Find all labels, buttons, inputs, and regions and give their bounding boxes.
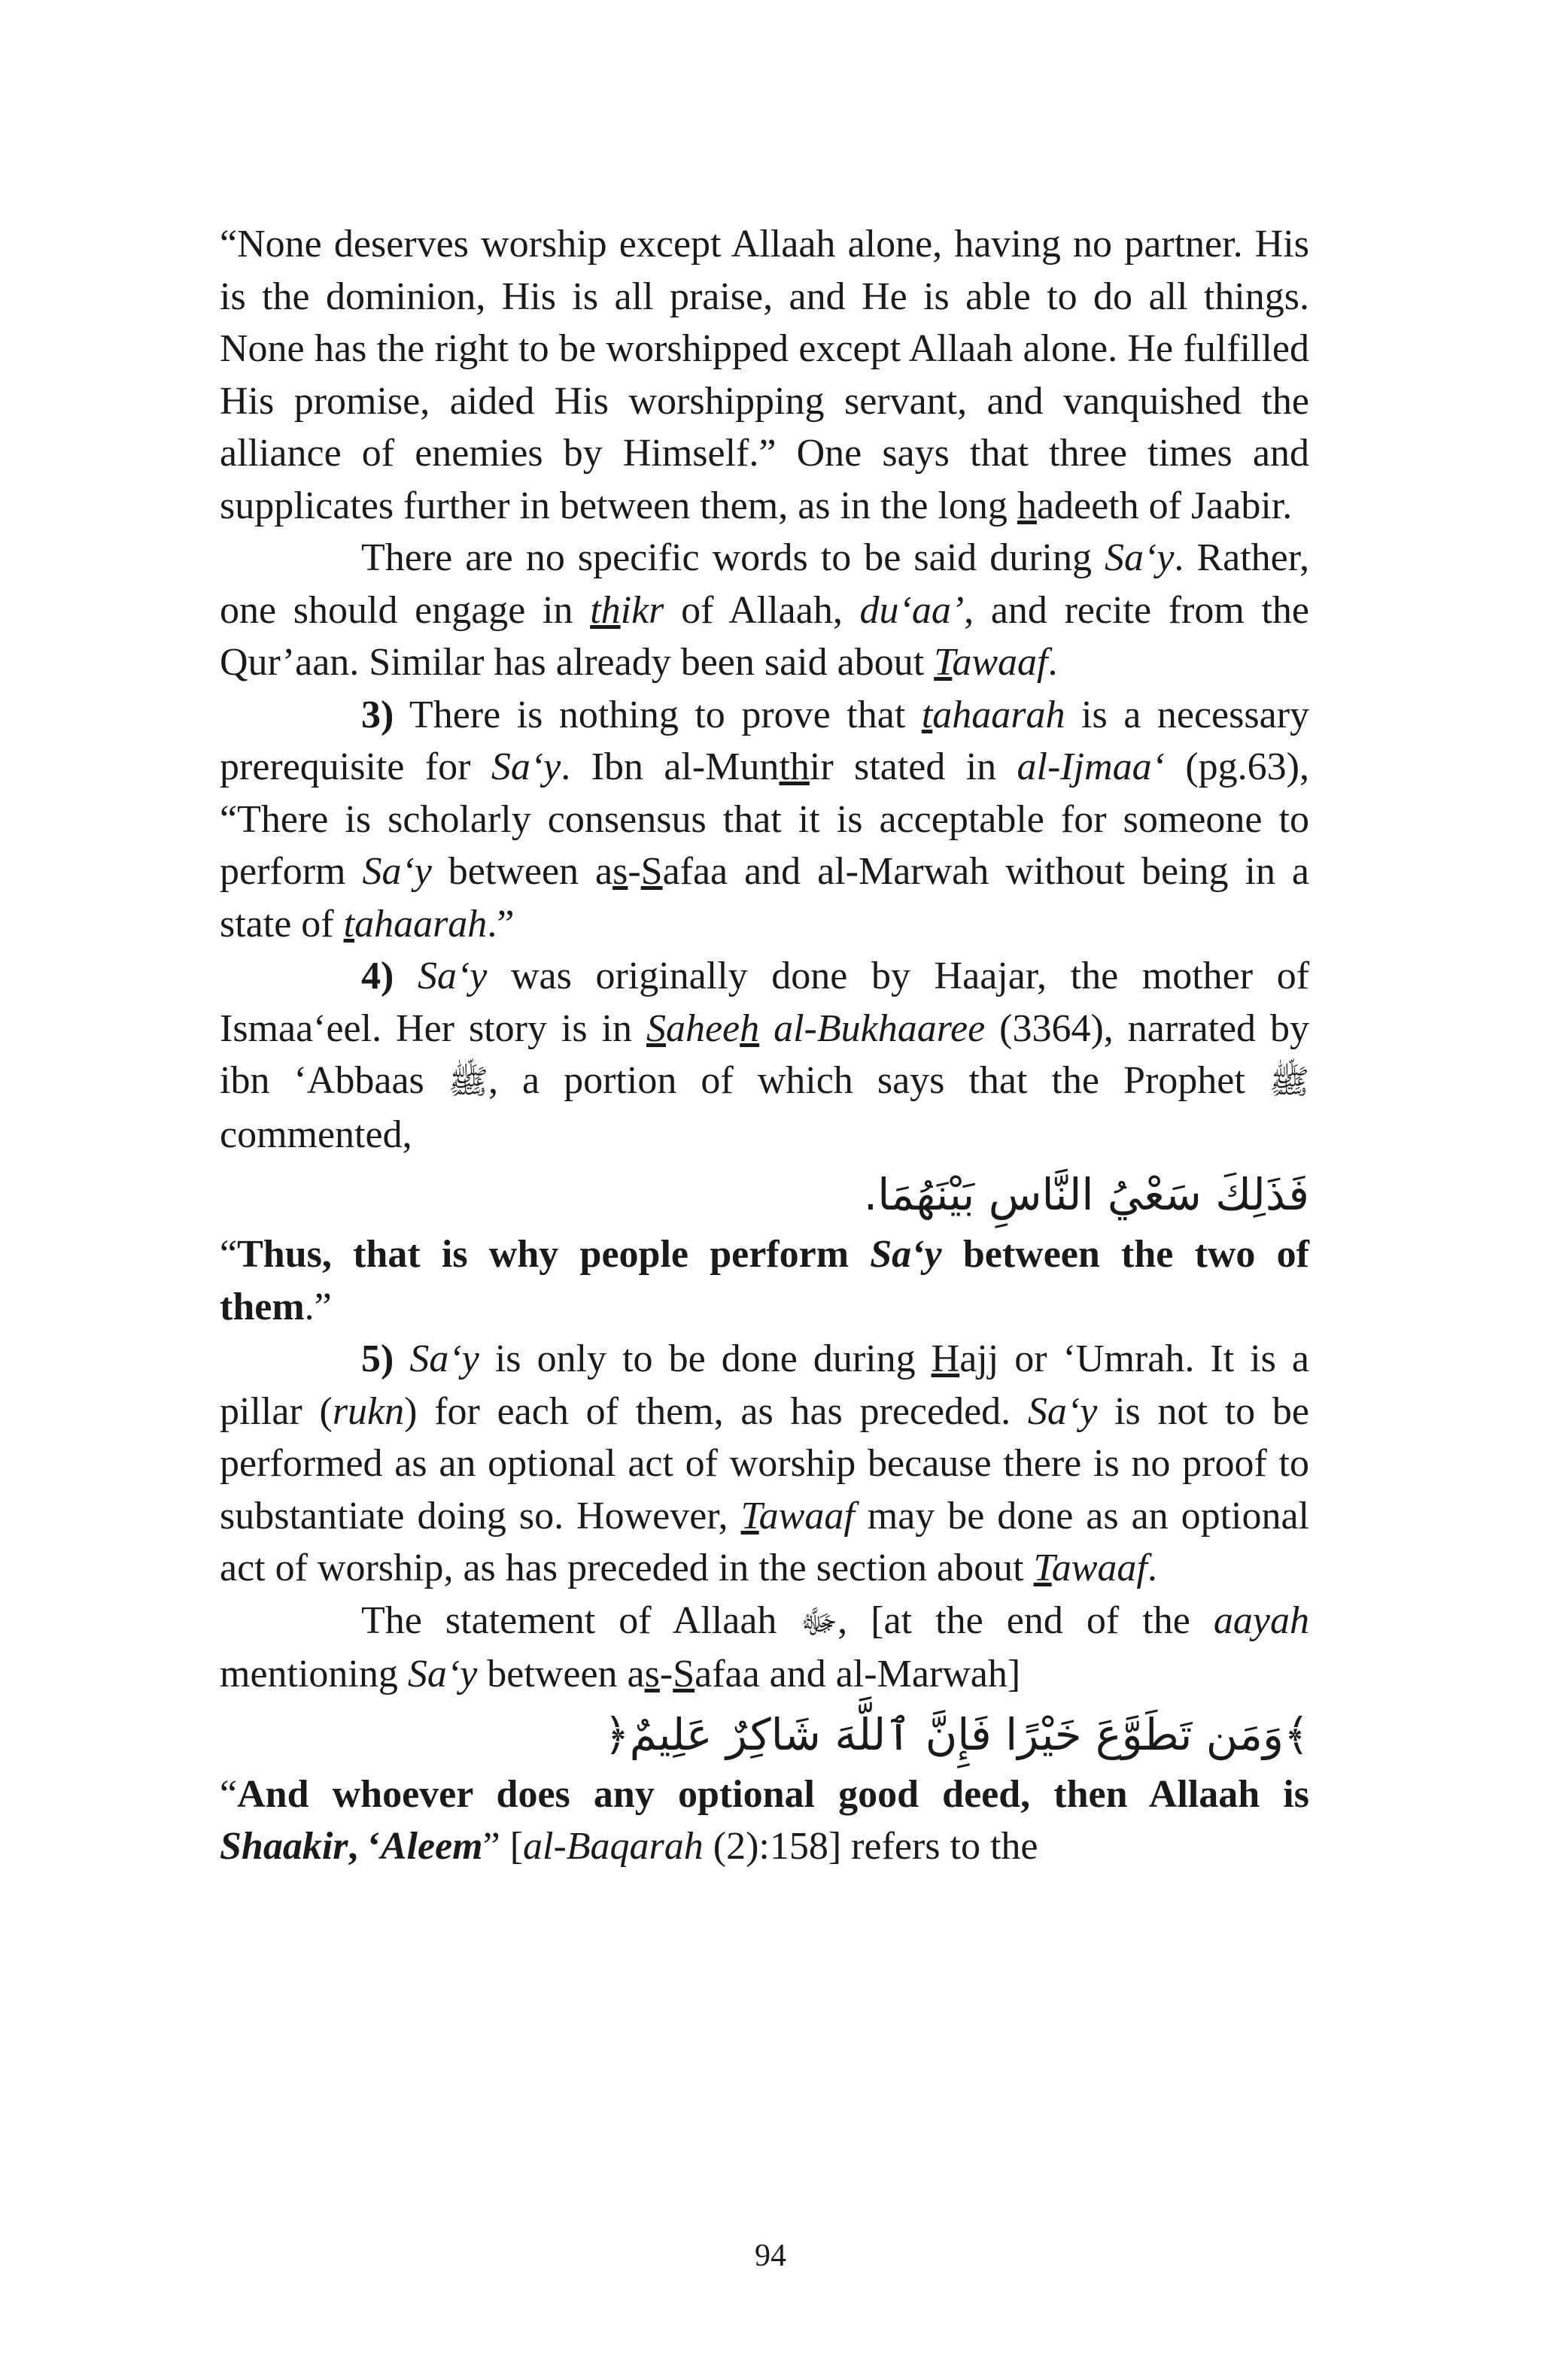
term: awaaf — [952, 641, 1048, 684]
term: Sa‘y — [409, 1337, 479, 1380]
text: s — [644, 1653, 660, 1695]
paragraph-hadith-translation — [220, 1228, 1309, 1333]
text: th — [779, 745, 810, 788]
text: ” [ — [482, 1825, 524, 1868]
text: . — [1147, 1547, 1157, 1589]
text: S — [640, 850, 663, 893]
point-number: 5) — [361, 1337, 394, 1380]
text: , [at the end of the — [837, 1598, 1214, 1642]
term: T — [740, 1494, 759, 1538]
text: . Ibn al-Mun — [561, 745, 780, 788]
term: Sa‘y — [1105, 536, 1175, 579]
text: mentioning — [220, 1653, 408, 1695]
book-title: ahee — [665, 1006, 740, 1050]
page-number: 94 — [755, 2239, 786, 2273]
term: t — [921, 693, 933, 736]
text: (2):158] refers to the — [703, 1825, 1038, 1868]
text: There is nothing to prove that — [394, 693, 922, 736]
term: awaaf — [1051, 1547, 1147, 1589]
ornate-bracket: ﴿ — [603, 1708, 630, 1760]
text: H — [931, 1337, 960, 1380]
verse-text: وَمَن تَطَوَّعَ خَيْرًا فَإِنَّ ٱللَّهَ شَاكِرٌ عَلِيمٌ — [629, 1708, 1284, 1760]
text — [394, 955, 418, 997]
text: ir stated in — [809, 745, 1017, 788]
text: (pg.63), “There is scholarly consensus that it is acceptable for someone to perform — [220, 745, 1309, 893]
term: aayah — [1213, 1598, 1310, 1642]
text: . Rather, one should engage in — [220, 536, 1309, 632]
term: Sa‘y — [1027, 1389, 1098, 1433]
text: “ — [220, 1772, 238, 1816]
paragraph-point-5 — [220, 1333, 1309, 1595]
text: And whoever does any optional good deed, then Allaah is — [237, 1772, 1309, 1816]
text: . — [1047, 641, 1058, 684]
text: - — [628, 850, 641, 893]
text: - — [659, 1653, 673, 1695]
term: Aleem — [380, 1825, 483, 1868]
page-body — [220, 218, 1309, 1873]
term: awaaf — [758, 1494, 855, 1538]
term: t — [343, 902, 355, 946]
text: There are no specific words to be said during — [361, 536, 1105, 579]
honorific-glyph: ﷺ — [1269, 1064, 1309, 1100]
term: Sa‘y — [407, 1653, 478, 1695]
paragraph-no-specific-words — [220, 532, 1309, 689]
text: is a necessary prerequisite for — [220, 693, 1310, 788]
term: Sa‘y — [491, 745, 561, 788]
text: adeeth of Jaabir. — [1036, 484, 1293, 527]
term: T — [934, 641, 953, 684]
term: du‘aa’ — [859, 588, 965, 632]
paragraph-dua-translation — [220, 218, 1309, 532]
text: was originally done by Haajar, the mother of Ismaa‘eel. Her story is in — [220, 955, 1310, 1050]
arabic-hadith-quote: فَذَلِكَ سَعْيُ النَّاسِ بَيْنَهُمَا. — [863, 1169, 1309, 1220]
text: “None deserves worship except Allaah alone, having no partner. His is the dominion, His is all praise, and He is able to do all things. None has the right to be worshipped except Allaah alone. He fulfilled His promise, aided His worshipping servant, and vanquished the alliance of enemies by Himself.” One says that three times and supplicates further in between them, as in the long — [220, 223, 1309, 527]
text — [394, 1337, 409, 1380]
text: may be done as an optional act of worship, as has preceded in the section about — [220, 1494, 1310, 1589]
book-title: al-Ijmaa‘ — [1017, 745, 1165, 788]
arabic-quran-verse — [220, 1701, 1309, 1768]
term: Sa‘y — [870, 1233, 942, 1276]
text: S — [673, 1653, 695, 1695]
book-title: al-Bukhaaree — [759, 1006, 986, 1050]
text: ) for each of them, as has preceded. — [404, 1389, 1028, 1433]
term: Sa‘y — [417, 955, 488, 997]
term: Shaakir — [220, 1825, 348, 1868]
term: T — [1033, 1547, 1052, 1589]
text: , ‘ — [348, 1825, 381, 1868]
text: commented, — [220, 1113, 412, 1156]
text: between the two of them — [220, 1233, 1309, 1328]
text: h — [1017, 484, 1037, 527]
term: rukn — [332, 1389, 405, 1433]
term: Sa‘y — [362, 850, 432, 893]
text: “ — [220, 1233, 238, 1276]
term: ahaarah — [932, 693, 1065, 736]
term: ikr — [620, 588, 664, 632]
text: between a — [431, 850, 613, 893]
paragraph-statement-of-allaah — [220, 1595, 1309, 1701]
text: .” — [304, 1285, 332, 1328]
text: between a — [477, 1653, 645, 1695]
text: afaa and al-Marwah] — [695, 1653, 1021, 1695]
text: ajj or ‘Umrah. It is a pillar ( — [220, 1337, 1310, 1433]
paragraph-verse-translation — [220, 1768, 1309, 1873]
book-title: h — [740, 1006, 760, 1050]
ornate-bracket: ﴾ — [1284, 1708, 1309, 1760]
text: (3364), narrated by ibn ‘Abbaas — [220, 1006, 1310, 1102]
text: is not to be performed as an optional act of worship because there is no proof to substantiate doing so. However, — [220, 1389, 1309, 1538]
text: of Allaah, — [664, 588, 860, 632]
text: .” — [487, 902, 515, 946]
text: , and recite from the Qur’aan. Similar has already been said about — [220, 588, 1310, 684]
text: is only to be done during — [479, 1337, 932, 1380]
book-title: S — [646, 1006, 666, 1050]
book-title: al-Baqarah — [523, 1825, 704, 1868]
term: ahaarah — [354, 902, 488, 946]
text: Thus, that is why people perform — [237, 1233, 871, 1276]
text: afaa and al-Marwah without being in a state of — [220, 850, 1309, 946]
point-number: 3) — [361, 693, 394, 736]
term: th — [590, 588, 621, 632]
text: s — [612, 850, 628, 893]
honorific-glyph: ﷺ — [448, 1064, 488, 1100]
text: , a portion of which says that the Prophet — [488, 1059, 1269, 1102]
paragraph-point-3 — [220, 689, 1309, 951]
honorific-glyph: ﷻ — [800, 1603, 838, 1641]
text: The statement of Allaah — [361, 1598, 801, 1642]
point-number: 4) — [361, 955, 394, 997]
paragraph-point-4 — [220, 950, 1309, 1161]
